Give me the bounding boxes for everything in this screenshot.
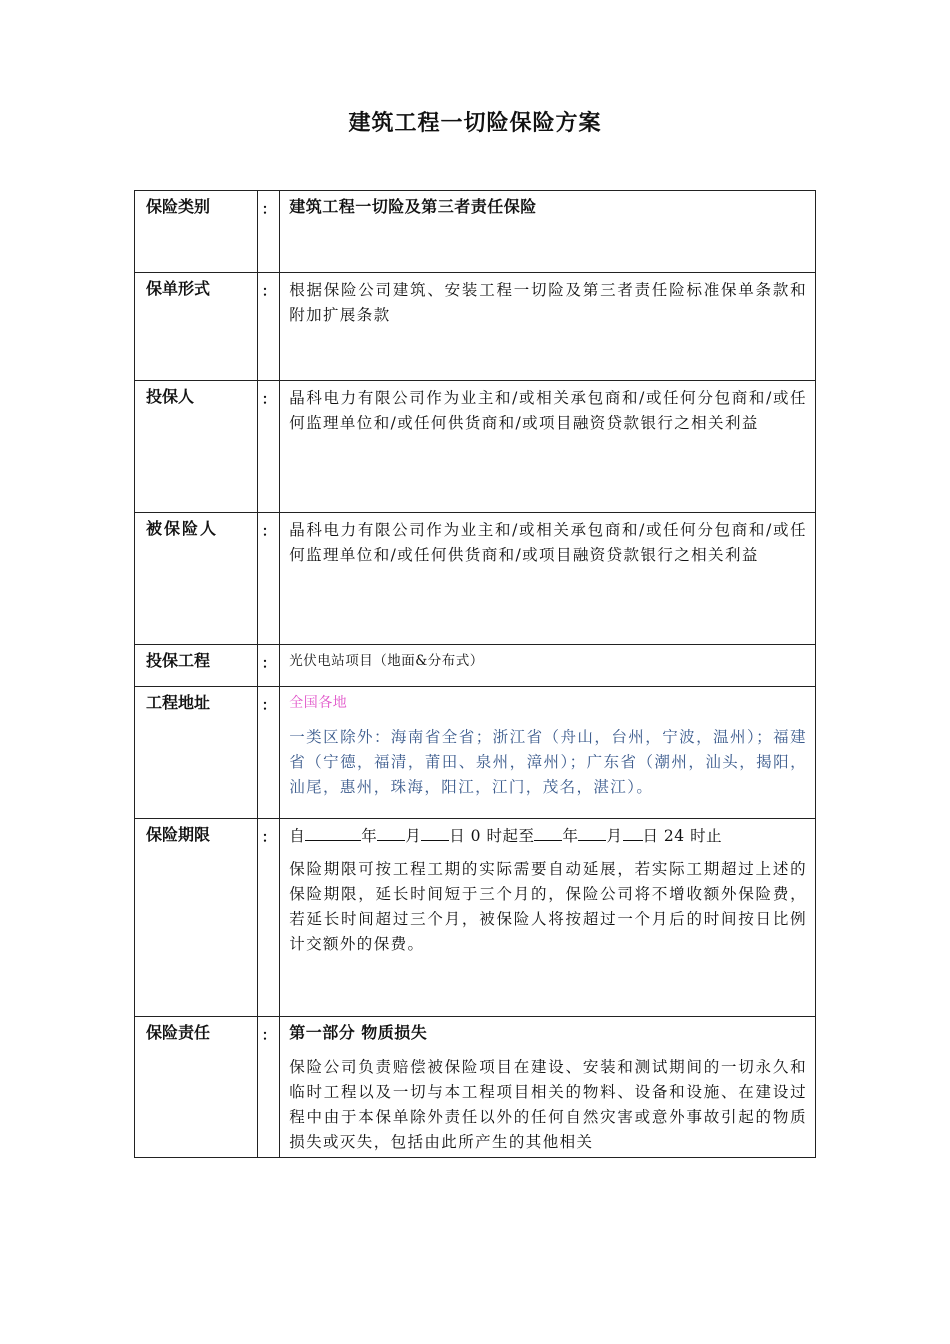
period-text-year-end: 年 <box>562 827 579 845</box>
colon-separator: ： <box>261 392 276 408</box>
table-row <box>135 513 816 645</box>
table-row <box>135 191 816 273</box>
row-label-policyholder: 投保人 <box>146 387 195 406</box>
colon-separator: ： <box>261 284 276 300</box>
period-text-end: 日 24 时止 <box>642 827 723 845</box>
table-row <box>135 819 816 1017</box>
row-label-insurance-type: 保险类别 <box>146 197 211 216</box>
row-value-policy-form: 根据保险公司建筑、安装工程一切险及第三者责任险标准保单条款和附加扩展条款 <box>289 281 807 324</box>
table-row <box>135 273 816 381</box>
row-label-insured: 被保险人 <box>146 519 219 538</box>
period-text-year: 年 <box>361 827 378 845</box>
colon-separator: ： <box>261 698 276 714</box>
address-exclusion-note: 一类区除外：海南省全省；浙江省（舟山，台州，宁波，温州）；福建省（宁德，福清，莆田、泉州，漳州）；广东省（潮州，汕头，揭阳，汕尾，惠州，珠海，阳江，江门，茂名，湛江）。 <box>289 728 807 796</box>
period-blank <box>578 824 606 841</box>
liability-section-heading: 第一部分 物质损失 <box>289 1023 428 1042</box>
period-text-month: 月 <box>405 827 422 845</box>
row-label-project: 投保工程 <box>146 651 211 670</box>
row-value-project: 光伏电站项目（地面&分布式） <box>289 653 484 669</box>
period-blank <box>421 824 449 841</box>
period-blank <box>305 824 361 841</box>
row-label-liability: 保险责任 <box>146 1023 211 1042</box>
period-blank <box>377 824 405 841</box>
table-row <box>135 645 816 687</box>
row-value-insured: 晶科电力有限公司作为业主和/或相关承包商和/或任何分包商和/或任何监理单位和/或任何供货商和/或项目融资贷款银行之相关利益 <box>289 521 807 564</box>
address-scope: 全国各地 <box>289 695 348 711</box>
row-label-period: 保险期限 <box>146 825 211 844</box>
row-label-address: 工程地址 <box>146 693 211 712</box>
table-row <box>135 1017 816 1158</box>
colon-separator: ： <box>261 656 276 672</box>
document-title: 建筑工程一切险保险方案 <box>348 111 602 136</box>
colon-separator: ： <box>261 1028 276 1044</box>
period-extension-note: 保险期限可按工程工期的实际需要自动延展，若实际工期超过上述的保险期限，延长时间短于三个月的，保险公司将不增收额外保险费，若延长时间超过三个月，被保险人将按超过一个月后的时间按日比例计交额外的保费。 <box>289 860 807 953</box>
period-blank <box>534 824 562 841</box>
liability-description: 保险公司负责赔偿被保险项目在建设、安装和测试期间的一切永久和临时工程以及一切与本工程项目相关的物料、设备和设施、在建设过程中由于本保单除外责任以外的任何自然灾害或意外事故引起的物质损失或灭失，包括由此所产生的其他相关 <box>289 1058 807 1151</box>
period-blank <box>623 824 643 841</box>
table-row <box>135 381 816 513</box>
table-row <box>135 687 816 819</box>
period-text-from: 自 <box>289 827 306 845</box>
row-label-policy-form: 保单形式 <box>146 279 211 298</box>
period-text-start: 日 0 时起至 <box>449 827 535 845</box>
insurance-plan-table <box>134 190 816 1158</box>
colon-separator: ： <box>261 202 276 218</box>
row-value-insurance-type: 建筑工程一切险及第三者责任保险 <box>289 197 537 216</box>
row-value-policyholder: 晶科电力有限公司作为业主和/或相关承包商和/或任何分包商和/或任何监理单位和/或任何供货商和/或项目融资贷款银行之相关利益 <box>289 389 807 432</box>
insurance-period-line <box>289 824 807 849</box>
colon-separator: ： <box>261 524 276 540</box>
colon-separator: ： <box>261 830 276 846</box>
period-text-month-end: 月 <box>606 827 623 845</box>
